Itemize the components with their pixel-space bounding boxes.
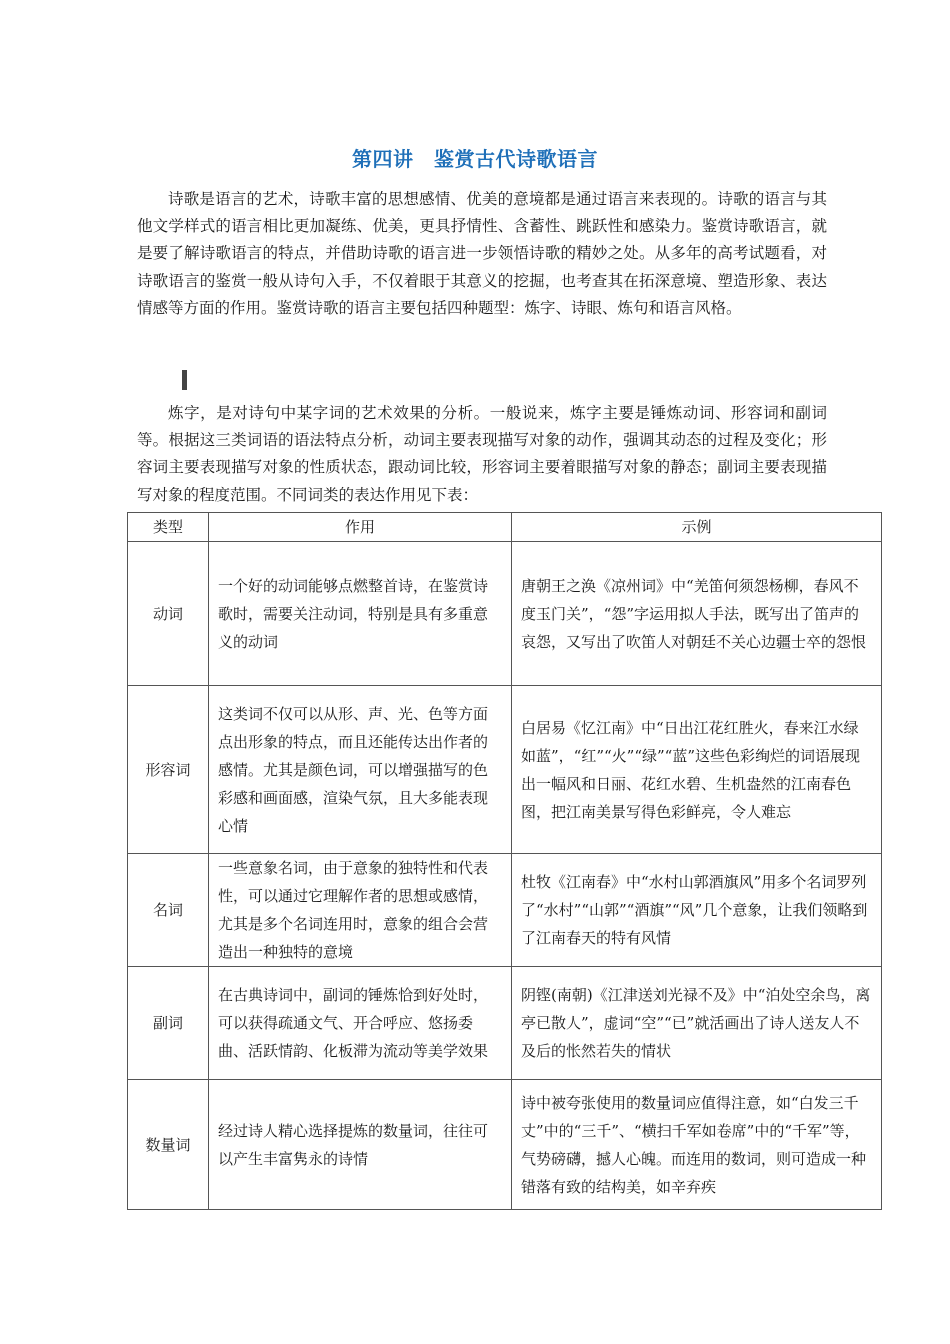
row-type: 副词 bbox=[128, 967, 209, 1080]
row-use: 这类词不仅可以从形、声、光、色等方面点出形象的特点，而且还能传达出作者的感情。尤其是颜色词，可以增强描写的色彩感和画面感，渲染气氛，且大多能表现心情 bbox=[209, 686, 512, 854]
table-row bbox=[128, 686, 882, 854]
table-row bbox=[128, 854, 882, 967]
table-header-row bbox=[128, 513, 882, 542]
row-use: 在古典诗词中，副词的锤炼恰到好处时，可以获得疏通文气、开合呼应、悠扬委曲、活跃情韵、化板滞为流动等美学效果 bbox=[209, 967, 512, 1080]
row-example: 杜牧《江南春》中“水村山郭酒旗风”用多个名词罗列了“水村”“山郭”“酒旗”“风”几个意象，让我们领略到了江南春天的特有风情 bbox=[512, 854, 882, 967]
row-type: 形容词 bbox=[128, 686, 209, 854]
header-use: 作用 bbox=[209, 513, 512, 542]
table-row bbox=[128, 1080, 882, 1210]
header-type: 类型 bbox=[128, 513, 209, 542]
row-type: 动词 bbox=[128, 542, 209, 686]
row-use: 一些意象名词，由于意象的独特性和代表性，可以通过它理解作者的思想或感情，尤其是多个名词连用时，意象的组合会营造出一种独特的意境 bbox=[209, 854, 512, 967]
intro-paragraph: 诗歌是语言的艺术，诗歌丰富的思想感情、优美的意境都是通过语言来表现的。诗歌的语言与其他文学样式的语言相比更加凝练、优美，更具抒情性、含蓄性、跳跃性和感染力。鉴赏诗歌语言，就是要了解诗歌语言的特点，并借助诗歌的语言进一步领悟诗歌的精妙之处。从多年的高考试题看，对诗歌语言的鉴赏一般从诗句入手，不仅着眼于其意义的挖掘，也考查其在拓深意境、塑造形象、表达情感等方面的作用。鉴赏诗歌的语言主要包括四种题型：炼字、诗眼、炼句和语言风格。 bbox=[137, 190, 827, 317]
row-use: 经过诗人精心选择提炼的数量词，往往可以产生丰富隽永的诗情 bbox=[209, 1080, 512, 1210]
header-example: 示例 bbox=[512, 513, 882, 542]
row-use: 一个好的动词能够点燃整首诗，在鉴赏诗歌时，需要关注动词，特别是具有多重意义的动词 bbox=[209, 542, 512, 686]
word-types-table bbox=[127, 512, 882, 1210]
section-paragraph: 炼字，是对诗句中某字词的艺术效果的分析。一般说来，炼字主要是锤炼动词、形容词和副词等。根据这三类词语的语法特点分析，动词主要表现描写对象的动作，强调其动态的过程及变化；形容词主要表现描写对象的性质状态，跟动词比较，形容词主要着眼描写对象的静态；副词主要表现描写对象的程度范围。不同词类的表达作用见下表： bbox=[137, 404, 827, 504]
section-marker bbox=[182, 370, 187, 390]
row-example: 阴铿(南朝)《江津送刘光禄不及》中“泊处空余鸟，离亭已散人”，虚词“空”“已”就活画出了诗人送友人不及后的怅然若失的情状 bbox=[512, 967, 882, 1080]
page-title: 第四讲 鉴赏古代诗歌语言 bbox=[352, 147, 598, 171]
row-type: 名词 bbox=[128, 854, 209, 967]
row-example: 诗中被夸张使用的数量词应值得注意，如“白发三千丈”中的“三千”、“横扫千军如卷席”中的“千军”等，气势磅礴，撼人心魄。而连用的数词，则可造成一种错落有致的结构美，如辛弃疾 bbox=[512, 1080, 882, 1210]
row-example: 白居易《忆江南》中“日出江花红胜火，春来江水绿如蓝”，“红”“火”“绿”“蓝”这些色彩绚烂的词语展现出一幅风和日丽、花红水碧、生机盎然的江南春色图，把江南美景写得色彩鲜亮，令人难忘 bbox=[512, 686, 882, 854]
row-example: 唐朝王之涣《凉州词》中“羌笛何须怨杨柳，春风不度玉门关”，“怨”字运用拟人手法，既写出了笛声的哀怨，又写出了吹笛人对朝廷不关心边疆士卒的怨恨 bbox=[512, 542, 882, 686]
row-type: 数量词 bbox=[128, 1080, 209, 1210]
table-row bbox=[128, 967, 882, 1080]
table-row bbox=[128, 542, 882, 686]
